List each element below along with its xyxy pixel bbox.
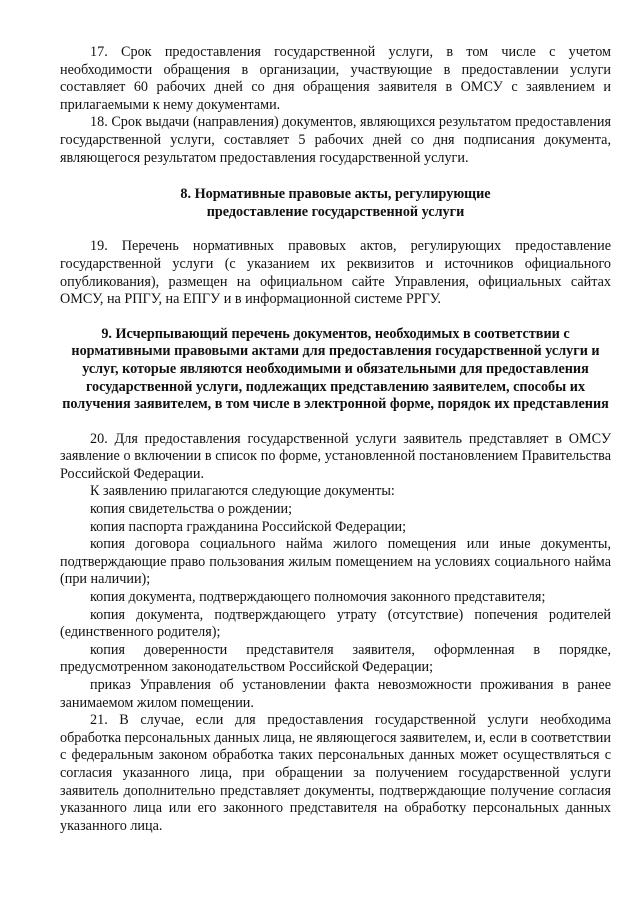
paragraph-21: 21. В случае, если для предоставления государственной услуги необходима обработка персональных данных лица, не являющегося заявителем, и, если в соответствии с федеральным законом обработка таких персональных данных может осуществляться с согласия указанного лица, при обращении за получением государственной услуги заявитель дополнительно представляет документы, подтверждающие получение согласия указанного лица или его законного представителя на обработку персональных данных указанного лица. xyxy=(60,712,611,834)
document-item: копия паспорта гражданина Российской Федерации; xyxy=(90,518,407,535)
paragraph-20: 20. Для предоставления государственной услуги заявитель представляет в ОМСУ заявление о включении в список по форме, установленной постановлением Правительства Российской Федерации. xyxy=(60,430,611,482)
document-item: копия доверенности представителя заявителя, оформленная в порядке, предусмотренном законодательством Российской Федерации; xyxy=(60,641,611,676)
section-9-heading: 9. Исчерпывающий перечень документов, необходимых в соответствии с нормативными правовыми актами для предоставления государственной услуги и услуг, которые являются необходимыми и обязательными для предоставления государственной услуги, подлежащих представлению заявителем, способы их получения заявителем, в том числе в электронной форме, порядок их представления xyxy=(62,325,609,413)
document-page xyxy=(60,44,611,835)
section-8-heading xyxy=(60,186,611,221)
document-item: копия документа, подтверждающего утрату (отсутствие) попечения родителей (единственного родителя); xyxy=(60,606,611,641)
document-item: копия документа, подтверждающего полномочия законного представителя; xyxy=(90,589,546,606)
document-item: копия договора социального найма жилого помещения или иные документы, подтверждающие право пользования жилым помещением на условиях социального найма (при наличии); xyxy=(60,536,611,588)
section-8-heading-line-2: предоставление государственной услуги xyxy=(206,203,465,220)
document-item: приказ Управления об установлении факта невозможности проживания в ранее занимаемом жилом помещении. xyxy=(60,677,611,711)
document-item: копия свидетельства о рождении; xyxy=(90,501,293,518)
attachments-intro: К заявлению прилагаются следующие документы: xyxy=(90,483,395,500)
paragraph-18: 18. Срок выдачи (направления) документов, являющихся результатом предоставления государственной услуги, составляет 5 рабочих дней со дня подписания документа, являющегося результатом предоставления государственной услуги. xyxy=(60,114,611,166)
paragraph-19: 19. Перечень нормативных правовых актов, регулирующих предоставление государственной услуги (с указанием их реквизитов и источников официального опубликования), размещен на официальном сайте Управления, официальных сайтах ОМСУ, на РПГУ, на ЕПГУ и в информационной системе РРГУ. xyxy=(60,238,611,308)
paragraph-17: 17. Срок предоставления государственной услуги, в том числе с учетом необходимости обращения в организации, участвующие в предоставлении услуги составляет 60 рабочих дней со дня обращения заявителя в ОМСУ с заявлением и прилагаемыми к нему документами. xyxy=(60,44,611,113)
section-8-heading-line-1: 8. Нормативные правовые акты, регулирующие xyxy=(180,186,491,203)
